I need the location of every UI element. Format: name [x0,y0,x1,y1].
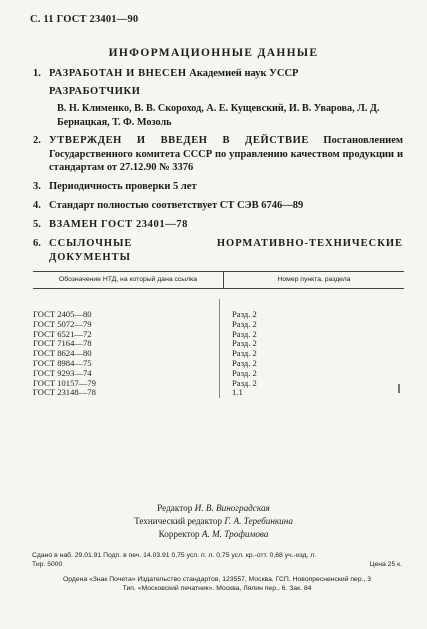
item-number: 5. [33,219,41,230]
row-section: Разд. 2 [232,309,257,319]
item-text: Периодичность проверки 5 лет [49,181,197,192]
page-header: С. 11 ГОСТ 23401—90 [30,14,139,25]
row-section: Разд. 2 [232,367,257,378]
row-document: ГОСТ 6521—72 [33,328,92,339]
row-document: ГОСТ 8984—75 [33,357,92,368]
reference-rows [33,310,404,398]
printer-info [32,576,402,593]
row-section: Разд. 2 [232,338,257,349]
editor-line: Редактор И. В. Виноградская [157,503,270,513]
row-section: Разд. 2 [232,328,257,339]
row-document: ГОСТ 10157—79 [33,377,96,388]
row-document: ГОСТ 7164—78 [33,338,92,349]
row-section: Разд. 2 [232,377,257,388]
reference-table [33,271,404,289]
row-document: ГОСТ 9293—74 [33,367,92,378]
credits-block [0,502,427,541]
developers-list: В. Н. Клименко, В. В. Скороход, А. Е. Кущевский, И. В. Уварова, Л. Д. Бернацкая, Т. Ф. Мозоль [57,103,380,128]
row-document: ГОСТ 8624—80 [33,348,92,359]
item-number: 6. [33,238,41,249]
price: Цена 25 к. [369,560,402,568]
print-run: Тир. 5000 [32,560,63,568]
table-header-section: Номер пункта, раздела [224,272,405,289]
item-number: 3. [33,181,41,192]
printing-house-line: Тип. «Московский печатник». Москва, Лялин пер., 6. Зак. 84 [122,584,312,592]
item-caption: РАЗРАБОТАН И ВНЕСЕН [49,68,187,79]
table-row [33,388,404,398]
item-3 [33,180,403,194]
item-text: Академией наук УССР [189,68,299,79]
item-text: Стандарт полностью соответствует СТ СЭВ 6746—89 [49,200,304,211]
imprint-details [32,552,402,569]
table-header-designation: Обозначение НТД, на который дана ссылка [33,272,224,289]
item-text: Постановлением Государственного комитета СССР по управлению качеством продукции и стандартам от 27.12.90 № 3376 [49,135,404,173]
imprint-line: Сдано в наб. 29.01.91 Подп. в печ. 14.03.91 0,75 усл. п. л. 0,75 усл. кр.-отт. 0,68 уч.-изд. л. [32,552,317,559]
item-1 [33,67,403,102]
row-section: Разд. 2 [232,348,257,359]
item-caption: ВЗАМЕН ГОСТ 23401—78 [49,219,189,230]
item-number: 2. [33,135,41,146]
item-5 [33,218,403,232]
row-section: Разд. 2 [232,318,257,329]
item-caption: ССЫЛОЧНЫЕ НОРМАТИВНО-ТЕХНИЧЕСКИЕ ДОКУМЕНТЫ [49,238,403,263]
item-6 [33,237,403,264]
page-title: ИНФОРМАЦИОННЫЕ ДАННЫЕ [108,47,319,59]
item-number: 4. [33,200,41,211]
proofreader-line: Корректор А. М. Трофимова [158,529,269,539]
item-2 [33,134,403,175]
item-4 [33,199,403,213]
publisher-line: Ордена «Знак Почета» Издательство стандартов, 123557, Москва, ГСП, Новопресненский пер., 3 [62,576,372,583]
row-section: 1.1 [232,387,243,398]
row-document: ГОСТ 2405—80 [33,309,92,319]
row-document: ГОСТ 5072—79 [33,318,92,329]
item-caption: УТВЕРЖДЕН И ВВЕДЕН В ДЕЙСТВИЕ [49,135,310,146]
row-document: ГОСТ 23148—78 [33,387,96,398]
row-section: Разд. 2 [232,357,257,368]
item-subcaption: РАЗРАБОТЧИКИ [49,85,141,97]
scan-mark [398,384,400,393]
tech-editor-line: Технический редактор Г. А. Теребинкина [134,516,293,526]
item-number: 1. [33,68,41,79]
